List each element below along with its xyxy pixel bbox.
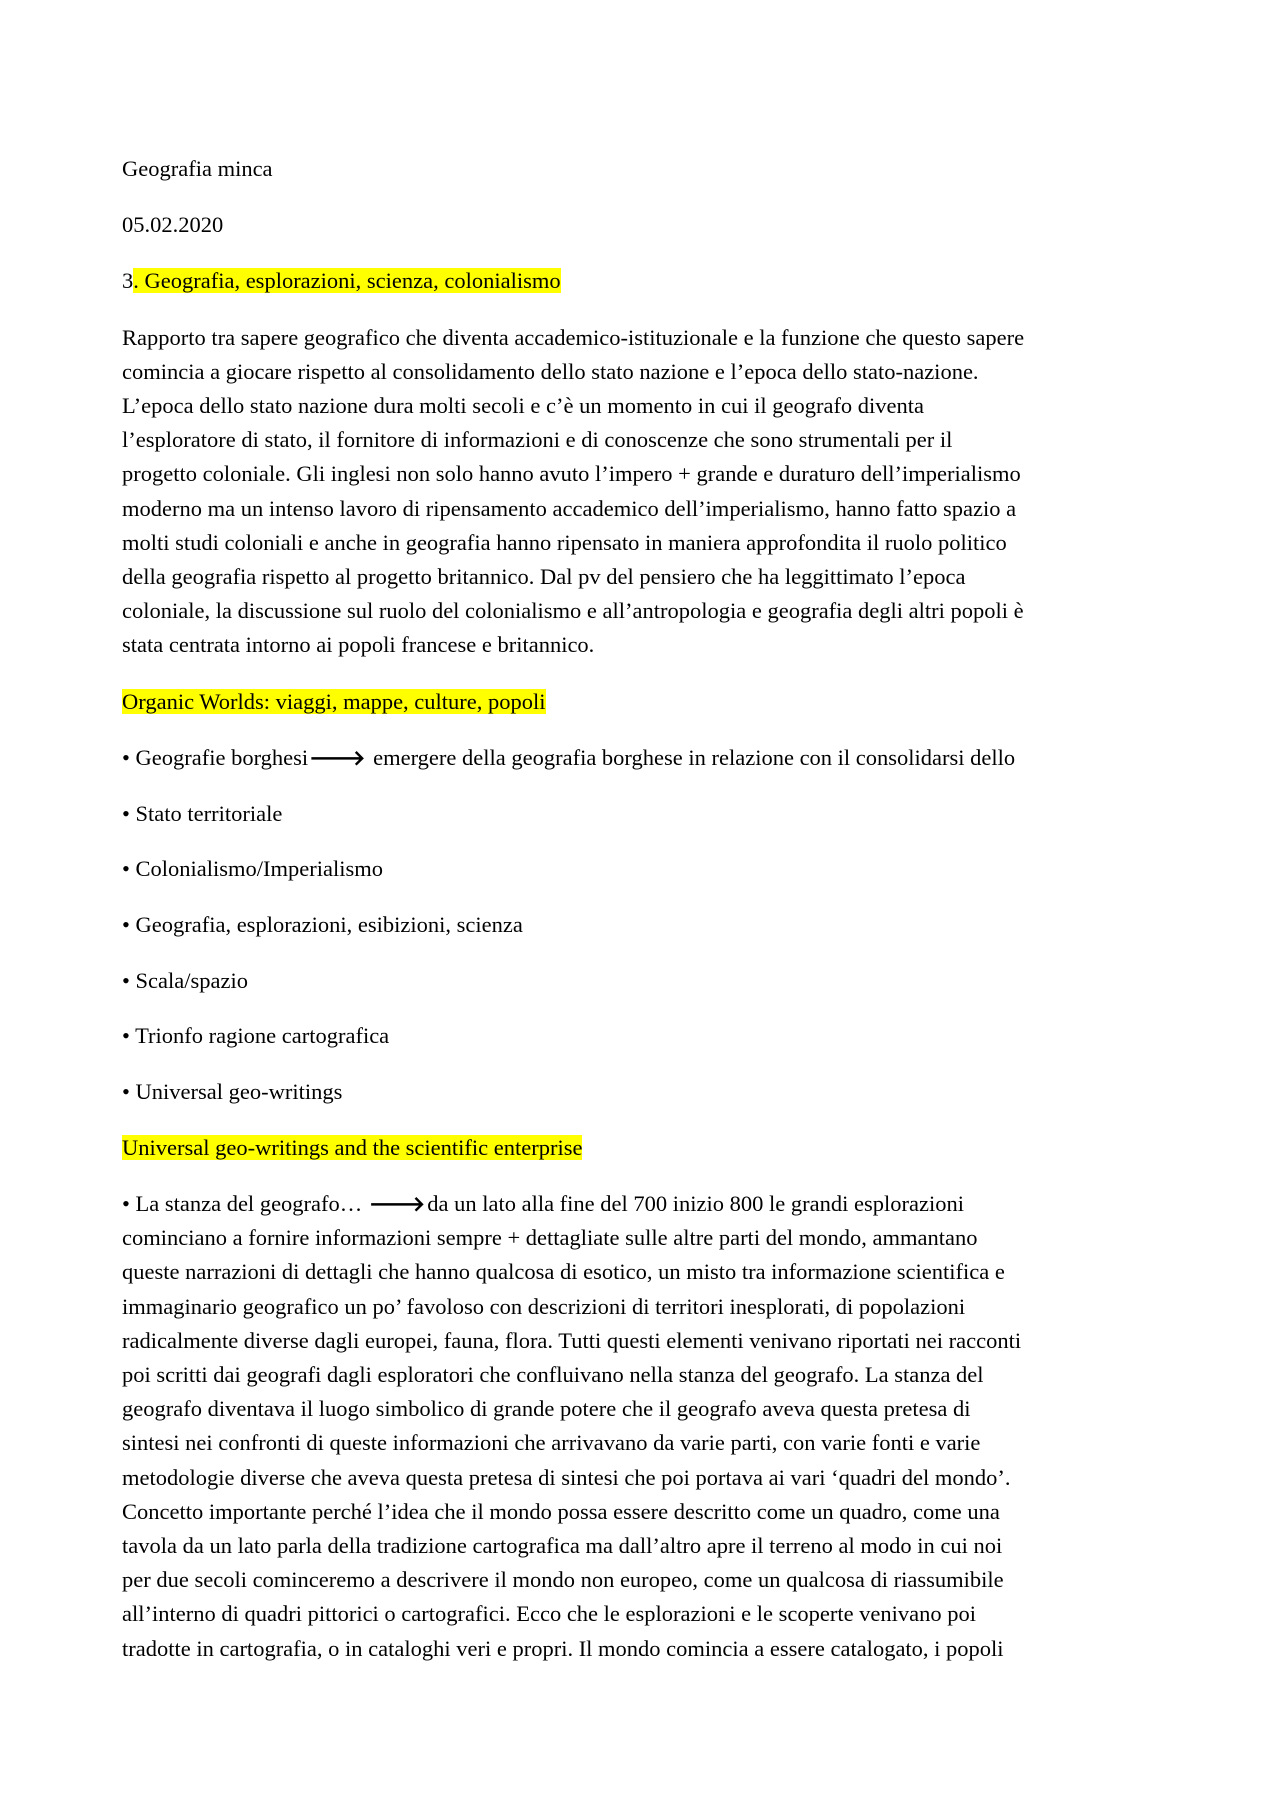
stanza-line (122, 1187, 1167, 1221)
bullet-item (122, 741, 1167, 775)
universal-heading (122, 1131, 1167, 1165)
intro-line: Rapporto tra sapere geografico che diventa accademico-istituzionale e la funzione che questo sapere (122, 324, 1025, 350)
intro-paragraph (122, 321, 1167, 663)
stanza-line: geografo diventava il luogo simbolico di grande potere che il geografo aveva questa pretesa di (122, 1396, 971, 1422)
document-body (122, 152, 1167, 1666)
stanza-line: poi scritti dai geografi dagli esploratori che confluivano nella stanza del geografo. La stanza del (122, 1361, 984, 1387)
intro-line: comincia a giocare rispetto al consolidamento dello stato nazione e l’epoca dello stato-nazione. (122, 358, 979, 384)
stanza-line: Concetto importante perché l’idea che il mondo possa essere descritto come un quadro, come una (122, 1498, 1000, 1524)
intro-line: l’esploratore di stato, il fornitore di informazioni e di conoscenze che sono strumentali per il (122, 427, 953, 453)
intro-line: stata centrata intorno ai popoli francese e britannico. (122, 632, 595, 658)
stanza-line: metodologie diverse che aveva questa pretesa di sintesi che poi portava ai vari ‘quadri del mondo’. (122, 1464, 1011, 1490)
bullet-item: • Trionfo ragione cartografica (122, 1023, 390, 1049)
stanza-line: immaginario geografico un po’ favoloso con descrizioni di territori inesplorati, di popolazioni (122, 1293, 966, 1319)
stanza-line: per due secoli cominceremo a descrivere il mondo non europeo, come un qualcosa di riassumibile (122, 1567, 1004, 1593)
intro-line: coloniale, la discussione sul ruolo del colonialismo e all’antropologia e geografia degli altri popoli è (122, 598, 1024, 624)
stanza-line: tavola da un lato parla della tradizione cartografica ma dall’altro apre il terreno al modo in cui noi (122, 1533, 1003, 1558)
arrow-right-icon: 🡒 (368, 1191, 426, 1216)
universal-heading-highlight: Universal geo-writings and the scientific enterprise (122, 1134, 583, 1160)
bullet-item: • Colonialismo/Imperialismo (122, 856, 383, 882)
stanza-text: da un lato alla fine del 700 inizio 800 le grandi esplorazioni (427, 1190, 964, 1216)
bullet-item: • Stato territoriale (122, 800, 283, 826)
intro-line: moderno ma un intenso lavoro di ripensamento accademico dell’imperialismo, hanno fatto spazio a (122, 495, 1017, 521)
stanza-line: tradotte in cartografia, o in cataloghi veri e propri. Il mondo comincia a essere catalogato, i popoli (122, 1635, 1004, 1661)
section-number: 3 (122, 268, 134, 294)
intro-line: molti studi coloniali e anche in geografia hanno ripensato in maniera approfondita il ruolo politico (122, 529, 1007, 555)
document-date: 05.02.2020 (122, 212, 224, 238)
bullet-item: • Scala/spazio (122, 967, 248, 993)
stanza-paragraph (122, 1187, 1167, 1666)
stanza-line: cominciano a fornire informazioni sempre + dettagliate sulle altre parti del mondo, ammantano (122, 1225, 978, 1251)
stanza-line: sintesi nei confronti di queste informazioni che arrivavano da varie parti, con varie fonti e varie (122, 1430, 981, 1456)
organic-heading (122, 685, 1167, 719)
bullet-text: • Geografie borghesi (122, 744, 309, 770)
intro-line: L’epoca dello stato nazione dura molti secoli e c’è un momento in cui il geografo diventa (122, 393, 925, 419)
section-heading (122, 264, 1167, 298)
intro-line: della geografia rispetto al progetto britannico. Dal pv del pensiero che ha leggittimato l’epoca (122, 564, 966, 590)
stanza-text: • La stanza del geografo… (122, 1190, 368, 1216)
bullet-item: • Universal geo-writings (122, 1079, 343, 1105)
section-title-highlight: . Geografia, esplorazioni, scienza, colonialismo (133, 268, 561, 294)
intro-line: progetto coloniale. Gli inglesi non solo hanno avuto l’impero + grande e duraturo dell’imperialismo (122, 461, 1021, 487)
organic-heading-highlight: Organic Worlds: viaggi, mappe, culture, popoli (122, 688, 546, 714)
bullet-item: • Geografia, esplorazioni, esibizioni, scienza (122, 911, 523, 937)
bullet-text: emergere della geografia borghese in relazione con il consolidarsi dello (367, 744, 1016, 770)
stanza-line: queste narrazioni di dettagli che hanno qualcosa di esotico, un misto tra informazione scientifica e (122, 1259, 1005, 1285)
arrow-right-icon: 🡒 (309, 745, 366, 770)
document-title: Geografia minca (122, 156, 273, 181)
stanza-line: all’interno di quadri pittorici o cartografici. Ecco che le esplorazioni e le scoperte venivano poi (122, 1601, 977, 1627)
stanza-line: radicalmente diverse dagli europei, fauna, flora. Tutti questi elementi venivano riportati nei racconti (122, 1327, 1022, 1353)
